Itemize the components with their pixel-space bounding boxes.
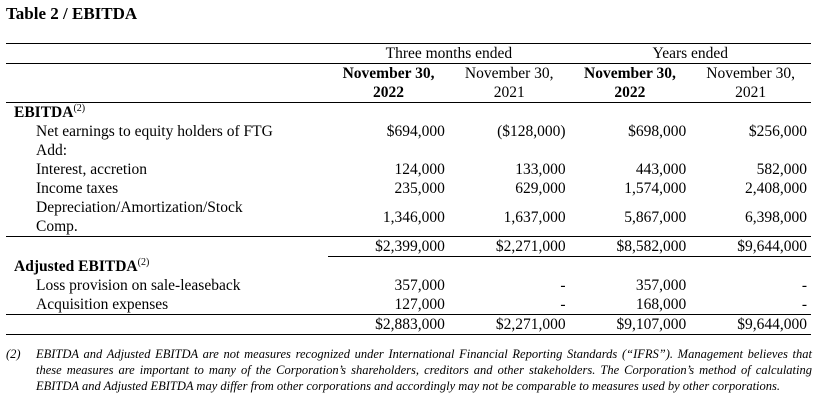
- footnote-ref: (2): [137, 256, 150, 268]
- table-row: [6, 141, 811, 160]
- header-spacer: [6, 64, 328, 103]
- table-row: [6, 276, 811, 295]
- cell-value: 357,000: [635, 276, 687, 294]
- column-header-q-2021: [449, 64, 570, 103]
- cell-value: 1,346,000: [382, 208, 445, 226]
- total-value: $9,644,000: [690, 314, 811, 334]
- column-header-q-2022: [328, 64, 449, 103]
- header-line: 2022: [373, 84, 405, 101]
- column-header-y-2022: [570, 64, 691, 103]
- total-value: $2,271,000: [449, 314, 570, 334]
- cell-value: $698,000: [628, 123, 687, 140]
- section-heading-ebitda: [6, 103, 811, 123]
- row-label-line: Comp.: [36, 218, 78, 235]
- group-header-three-months: Three months ended: [328, 44, 569, 64]
- row-label: [6, 198, 328, 237]
- cell-value: ($128,000): [497, 123, 566, 140]
- row-label: Add:: [36, 142, 67, 159]
- header-line: 2021: [735, 84, 767, 101]
- cell-value: $694,000: [386, 123, 445, 140]
- cell-value: -: [560, 295, 566, 313]
- ebitda-table: [6, 43, 811, 335]
- cell-value: 443,000: [635, 161, 687, 178]
- cell-value: -: [801, 276, 807, 294]
- row-label: Income taxes: [36, 180, 119, 197]
- cell-value: 133,000: [515, 161, 566, 178]
- total-row-adjusted-ebitda: [6, 314, 811, 334]
- header-line: 2021: [493, 84, 525, 101]
- cell-value: 127,000: [394, 295, 445, 313]
- total-row-ebitda: [6, 237, 811, 257]
- cell-value: 582,000: [756, 161, 807, 178]
- total-value: $9,107,000: [570, 314, 691, 334]
- table-row: [6, 295, 811, 315]
- cell-value: 235,000: [394, 180, 445, 197]
- table-row: [6, 122, 811, 141]
- cell-value: 1,637,000: [503, 208, 566, 226]
- cell-value: -: [560, 276, 566, 294]
- total-value: $9,644,000: [690, 237, 811, 257]
- total-label-spacer: [6, 314, 328, 334]
- table-row: [6, 198, 811, 237]
- section-label-text: Adjusted EBITDA: [14, 257, 138, 275]
- row-label: Loss provision on sale-leaseback: [36, 276, 241, 294]
- header-line: November 30,: [706, 65, 795, 82]
- footnote-mark: (2): [6, 347, 21, 361]
- cell-value: 357,000: [394, 276, 445, 294]
- footnote-text: EBITDA and Adjusted EBITDA are not measures recognized under International Financial Reporting Standards (“IFRS”). Management believes that these measures are important to many of the Corporation’s shareholders, creditors and other stakeholders. The Corporation’s method of calculating EBITDA and Adjusted EBITDA may differ from other corporations and accordingly may not be comparable to measures used by other corporations.: [36, 347, 812, 393]
- section-label-text: EBITDA: [14, 104, 74, 121]
- row-label-line: Depreciation/Amortization/Stock: [36, 199, 243, 216]
- table-row: [6, 160, 811, 179]
- column-header-y-2021: [690, 64, 811, 103]
- table-title: Table 2 / EBITDA: [6, 4, 138, 23]
- group-header-row: [6, 44, 811, 64]
- cell-value: 6,398,000: [745, 208, 807, 226]
- row-label: Acquisition expenses: [36, 295, 169, 313]
- total-value: $2,271,000: [449, 237, 570, 257]
- section-heading-adjusted-ebitda: [6, 257, 811, 276]
- footnote: [6, 346, 812, 394]
- header-line: November 30,: [464, 65, 554, 82]
- group-header-years: Years ended: [570, 44, 811, 64]
- column-header-row: [6, 64, 811, 103]
- cell-value: 124,000: [394, 161, 445, 178]
- header-line: 2022: [614, 84, 646, 101]
- total-value: $8,582,000: [570, 237, 691, 257]
- section-label: [6, 103, 328, 123]
- cell-value: 2,408,000: [745, 180, 807, 197]
- table-row: [6, 179, 811, 198]
- cell-value: $256,000: [748, 123, 807, 140]
- header-spacer: [6, 44, 328, 64]
- header-line: November 30,: [342, 65, 435, 82]
- section-label: [6, 257, 328, 276]
- header-line: November 30,: [584, 65, 676, 82]
- footnote-ref: (2): [73, 102, 86, 114]
- row-label: Net earnings to equity holders of FTG: [36, 123, 273, 140]
- total-value: $2,399,000: [328, 237, 449, 257]
- row-label: Interest, accretion: [36, 161, 148, 178]
- cell-value: 629,000: [515, 180, 566, 197]
- cell-value: 168,000: [635, 295, 687, 313]
- cell-value: -: [801, 295, 807, 313]
- cell-value: 1,574,000: [624, 180, 687, 197]
- total-label-spacer: [6, 237, 328, 257]
- total-value: $2,883,000: [328, 314, 449, 334]
- cell-value: 5,867,000: [624, 208, 687, 226]
